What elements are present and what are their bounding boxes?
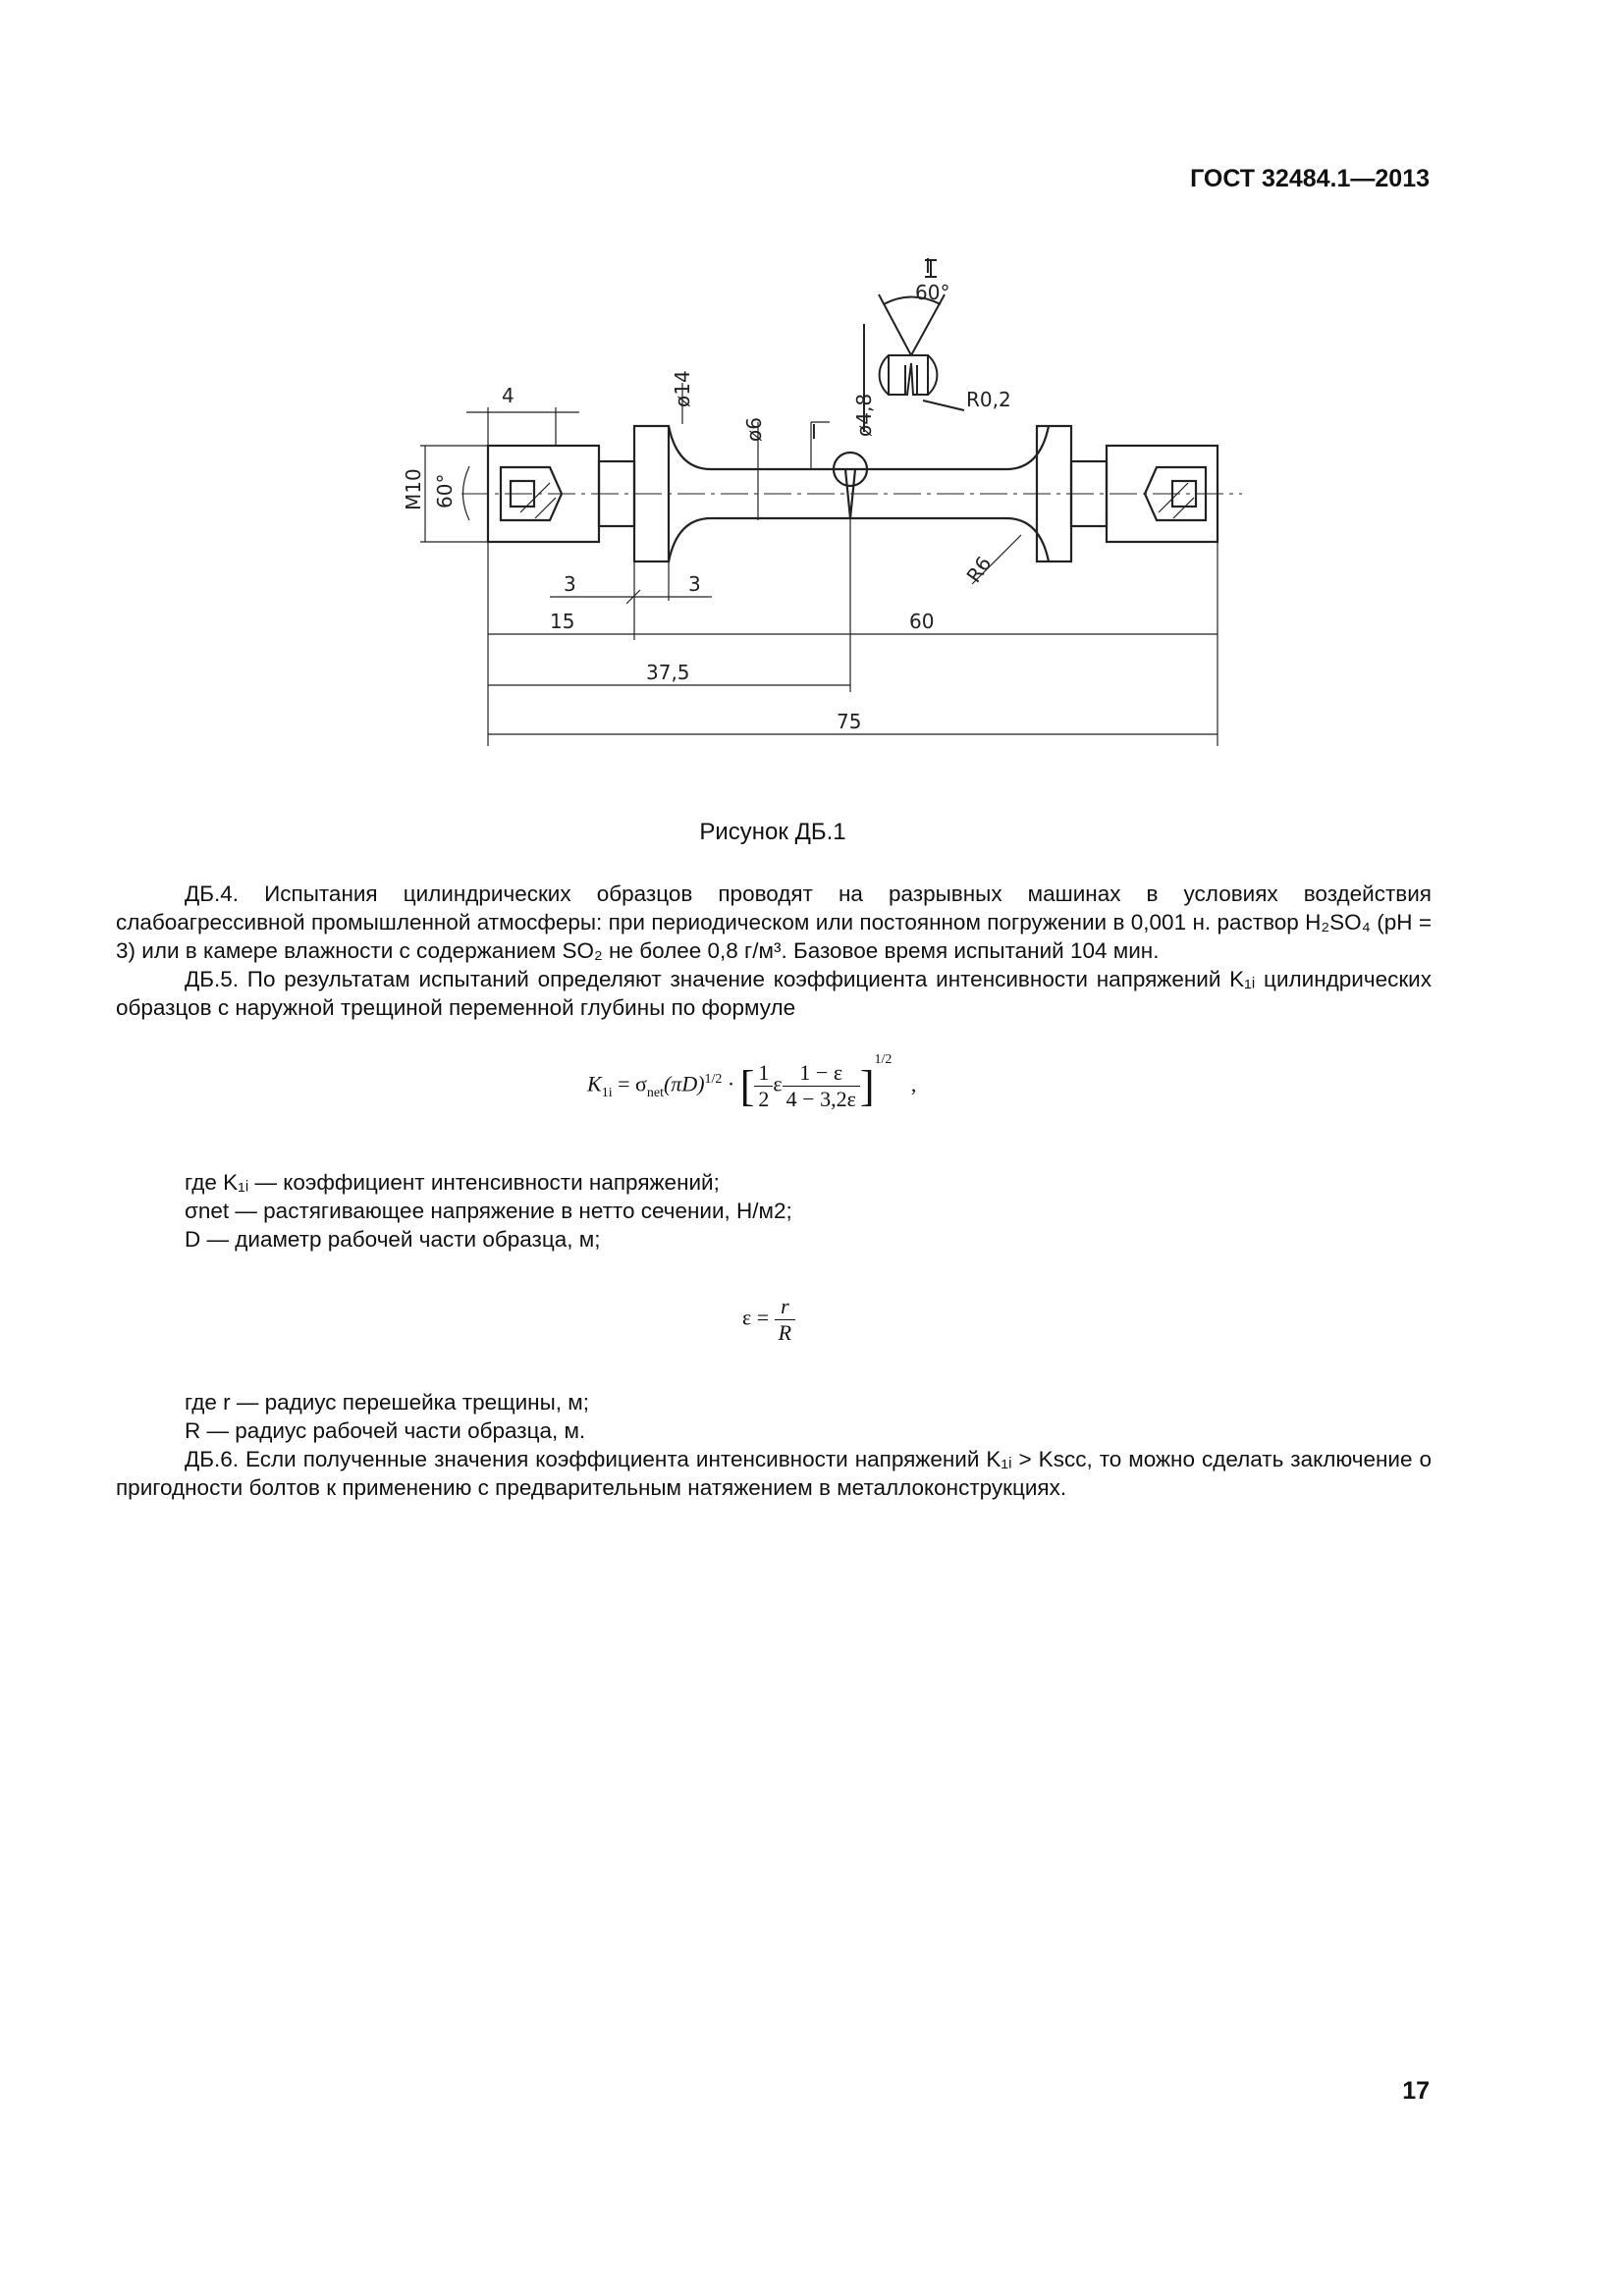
dim-3-left: 3 xyxy=(564,572,576,596)
dim-37-5: 37,5 xyxy=(646,661,690,684)
section-mark-top: I xyxy=(925,254,931,278)
formula-exp: 1/2 xyxy=(704,1072,723,1088)
formula-dot: · xyxy=(727,1071,735,1096)
angle-60-left: 60° xyxy=(433,473,457,508)
formula-lbracket: [ xyxy=(739,1062,755,1110)
where-block-2 xyxy=(116,1388,1432,1502)
dim-d6: ø6 xyxy=(742,417,766,442)
paragraph-db6: ДБ.6. Если полученные значения коэффициента интенсивности напряжений K₁ᵢ > Kscc, то можно сделать заключение о пригодности болтов к применению с предварительным натяжением в металлоконструкциях. xyxy=(116,1447,1432,1500)
radius-r6: R6 xyxy=(961,552,997,587)
formula-outer-exp: 1/2 xyxy=(874,1052,893,1068)
formula-half xyxy=(754,1060,773,1112)
angle-60-top: 60° xyxy=(915,281,950,304)
formula2-num: r xyxy=(775,1294,795,1320)
formula-half-num: 1 xyxy=(754,1060,773,1087)
thread-m10: M10 xyxy=(402,468,425,510)
where-block-1 xyxy=(116,1168,1432,1254)
dim-d48: ø4,8 xyxy=(852,393,876,437)
dim-d14: ø14 xyxy=(671,370,694,407)
formula2-frac xyxy=(775,1294,795,1346)
figure-caption: Рисунок ДБ.1 xyxy=(699,819,846,845)
formula-epsilon xyxy=(742,1294,795,1346)
formula-half-den: 2 xyxy=(758,1087,770,1111)
dim-15: 15 xyxy=(550,610,575,633)
formula-lhs: K xyxy=(587,1071,602,1096)
formula-eq: = xyxy=(618,1071,630,1096)
where-k1i: где K₁ᵢ — коэффициент интенсивности напряжений; xyxy=(185,1170,720,1195)
where-r: где r — радиус перешейка трещины, м; xyxy=(185,1390,589,1415)
specimen-drawing xyxy=(393,234,1276,759)
detail-view xyxy=(889,355,928,395)
formula-frac-num: 1 − ε xyxy=(783,1060,860,1087)
formula-comma: , xyxy=(910,1071,917,1096)
paragraph-db5: ДБ.5. По результатам испытаний определяют значение коэффициента интенсивности напряжений K₁ᵢ цилиндрических образцов с наружной трещиной переменной глубины по формуле xyxy=(116,967,1432,1020)
formula-sigma: σ xyxy=(635,1071,647,1096)
formula2-den: R xyxy=(778,1320,792,1345)
formula-k1i xyxy=(587,1052,917,1112)
paragraph-db4-db5 xyxy=(116,880,1432,1022)
formula-pi-d: (πD) xyxy=(663,1071,705,1096)
formula2-lhs: ε xyxy=(742,1305,752,1330)
formula-eps: ε xyxy=(773,1071,783,1096)
section-mark-body: I xyxy=(811,420,817,444)
formula-rbracket: ] xyxy=(859,1062,875,1110)
dim-75: 75 xyxy=(837,710,862,733)
dim-60: 60 xyxy=(909,610,935,633)
page-number: 17 xyxy=(1402,2077,1430,2105)
paragraph-db4: ДБ.4. Испытания цилиндрических образцов проводят на разрывных машинах в условиях воздействия слабоагрессивной промышленной атмосферы: при периодическом или постоянном погружении в 0,001 н. раствор H₂SO₄ (pH = 3) или в камере влажности с содержанием SO₂ не более 0,8 г/м³. Базовое время испытаний 104 мин. xyxy=(116,881,1432,963)
formula2-eq: = xyxy=(756,1305,770,1330)
formula-frac-den: 4 − 3,2ε xyxy=(785,1087,856,1111)
dim-4: 4 xyxy=(502,384,514,407)
formula-sigma-sub: net xyxy=(646,1085,664,1100)
where-d: D — диаметр рабочей части образца, м; xyxy=(185,1227,601,1252)
document-code: ГОСТ 32484.1—2013 xyxy=(1190,165,1430,192)
formula-frac xyxy=(783,1060,860,1112)
where-R: R — радиус рабочей части образца, м. xyxy=(185,1418,586,1443)
dim-3-right: 3 xyxy=(688,572,701,596)
formula-lhs-sub: 1i xyxy=(601,1085,613,1100)
radius-r02: R0,2 xyxy=(966,388,1011,411)
where-sigma: σnet — растягивающее напряжение в нетто сечении, Н/м2; xyxy=(185,1199,792,1223)
